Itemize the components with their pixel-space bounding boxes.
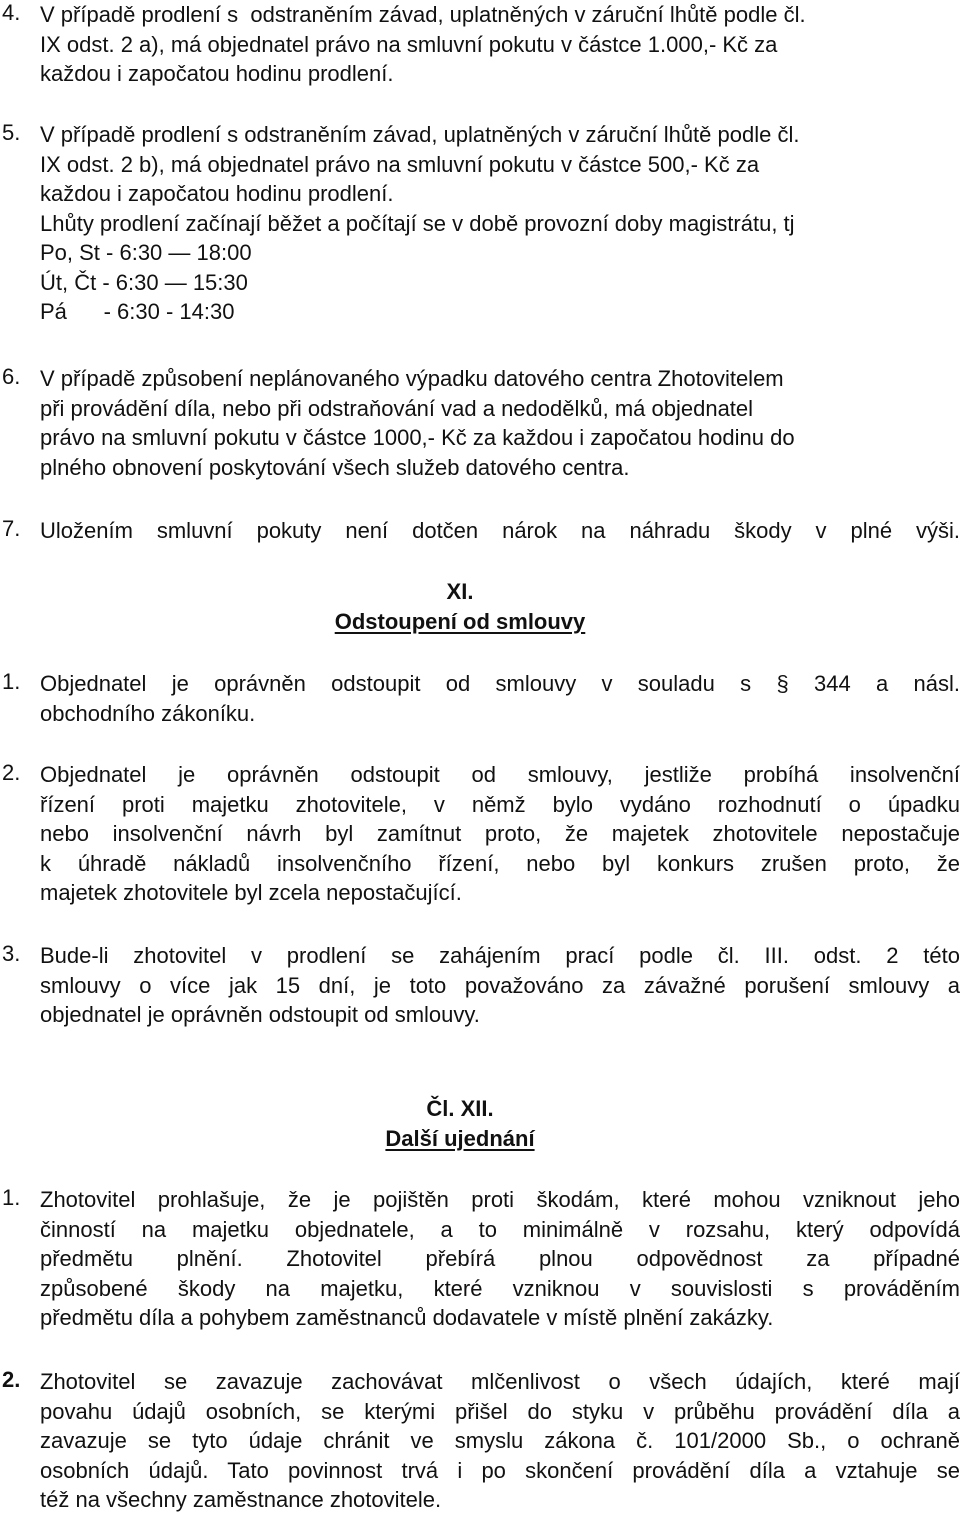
section-number: Čl. XII. — [426, 1096, 494, 1121]
clause-text — [40, 669, 960, 728]
clause-text — [40, 0, 960, 89]
text-line: též na všechny zaměstnance zhotovitele. — [40, 1487, 442, 1512]
text-line: IX odst. 2 b), má objednatel právo na smluvní pokutu v částce 500,- Kč za — [40, 151, 760, 177]
text-line: nebo insolvenční návrh byl zamítnut proto, že majetek zhotovitele nepostačuje — [40, 821, 960, 846]
text-line: Út, Čt - 6:30 — 15:30 — [40, 269, 248, 295]
section-title: Další ujednání — [385, 1126, 535, 1151]
text-line: smlouvy o více jak 15 dní, je toto považováno za závažné porušení smlouvy a — [40, 972, 960, 998]
text-line: Po, St - 6:30 — 18:00 — [40, 240, 252, 265]
text-line: k úhradě nákladů insolvenčního řízení, nebo byl konkurs zrušen proto, že — [40, 850, 960, 876]
text-line: Zhotovitel prohlašuje, že je pojištěn proti škodám, které mohou vzniknout jeho — [40, 1187, 960, 1212]
text-line: Objednatel je oprávněn odstoupit od smlouvy v souladu s § 344 a násl. — [40, 671, 960, 696]
clause-number: 1. — [2, 1185, 21, 1210]
clause-text — [40, 364, 960, 482]
text-line: při provádění díla, nebo při odstraňování vad a nedodělků, má objednatel — [40, 395, 754, 421]
text-line: povahu údajů osobních, se kterými přišel do styku v průběhu provádění díla a — [40, 1398, 960, 1424]
text-line: V případě prodlení s odstraněním závad, uplatněných v záruční lhůtě podle čl. — [40, 122, 800, 147]
clause-text — [40, 941, 960, 1030]
clause-number: 2. — [2, 760, 21, 785]
text-line: řízení proti majetku zhotovitele, v němž bylo vydáno rozhodnutí o úpadku — [40, 791, 960, 817]
text-line: Lhůty prodlení začínají běžet a počítají se v době provozní doby magistrátu, tj — [40, 210, 795, 236]
clause-number: 4. — [2, 0, 21, 25]
section-heading-xii — [0, 1094, 920, 1154]
text-line: činností na majetku objednatele, a to minimálně v rozsahu, který odpovídá — [40, 1216, 960, 1242]
text-line: Pá - 6:30 - 14:30 — [40, 299, 235, 324]
text-line: každou i započatou hodinu prodlení. — [40, 181, 394, 206]
clause-number: 6. — [2, 364, 21, 389]
section-number: XI. — [446, 579, 474, 604]
text-line: Bude-li zhotovitel v prodlení se zahájením prací podle čl. III. odst. 2 této — [40, 943, 960, 968]
clause-text — [40, 760, 960, 908]
clause-number: 1. — [2, 669, 21, 694]
text-line: způsobené škody na majetku, které vzniknou v souvislosti s prováděním — [40, 1275, 960, 1301]
text-line: každou i započatou hodinu prodlení. — [40, 61, 394, 86]
section-heading-xi — [0, 577, 920, 637]
clause-number: 3. — [2, 941, 21, 966]
clause-number: 5. — [2, 120, 21, 145]
text-line: osobních údajů. Tato povinnost trvá i po skončení provádění díla a vztahuje se — [40, 1457, 960, 1483]
clause-text — [40, 1367, 960, 1515]
text-line: Zhotovitel se zavazuje zachovávat mlčenlivost o všech údajích, které mají — [40, 1369, 960, 1394]
text-line: Uložením smluvní pokuty není dotčen nárok na náhradu škody v plné výši. — [40, 518, 960, 543]
text-line: zavazuje se tyto údaje chránit ve smyslu zákona č. 101/2000 Sb., o ochraně — [40, 1428, 960, 1453]
text-line: předmětu plnění. Zhotovitel přebírá plnou odpovědnost za případné — [40, 1246, 960, 1271]
section-title: Odstoupení od smlouvy — [334, 609, 586, 634]
text-line: V případě způsobení neplánovaného výpadku datového centra Zhotovitelem — [40, 366, 784, 391]
clause-text — [40, 120, 960, 327]
text-line: předmětu díla a pohybem zaměstnanců dodavatele v místě plnění zakázky. — [40, 1305, 774, 1330]
text-line: V případě prodlení s odstraněním závad, uplatněných v záruční lhůtě podle čl. — [40, 2, 806, 27]
text-line: obchodního zákoníku. — [40, 700, 256, 726]
clause-number: 2. — [2, 1367, 21, 1392]
text-line: majetek zhotovitele byl zcela nepostačující. — [40, 880, 462, 905]
text-line: právo na smluvní pokutu v částce 1000,- Kč za každou i započatou hodinu do — [40, 425, 795, 450]
clause-text — [40, 1185, 960, 1333]
clause-number: 7. — [2, 516, 21, 541]
clause-text — [40, 516, 960, 546]
text-line: objednatel je oprávněn odstoupit od smlouvy. — [40, 1002, 480, 1027]
text-line: IX odst. 2 a), má objednatel právo na smluvní pokutu v částce 1.000,- Kč za — [40, 31, 778, 57]
text-line: Objednatel je oprávněn odstoupit od smlouvy, jestliže probíhá insolvenční — [40, 762, 960, 787]
text-line: plného obnovení poskytování všech služeb datového centra. — [40, 454, 630, 480]
